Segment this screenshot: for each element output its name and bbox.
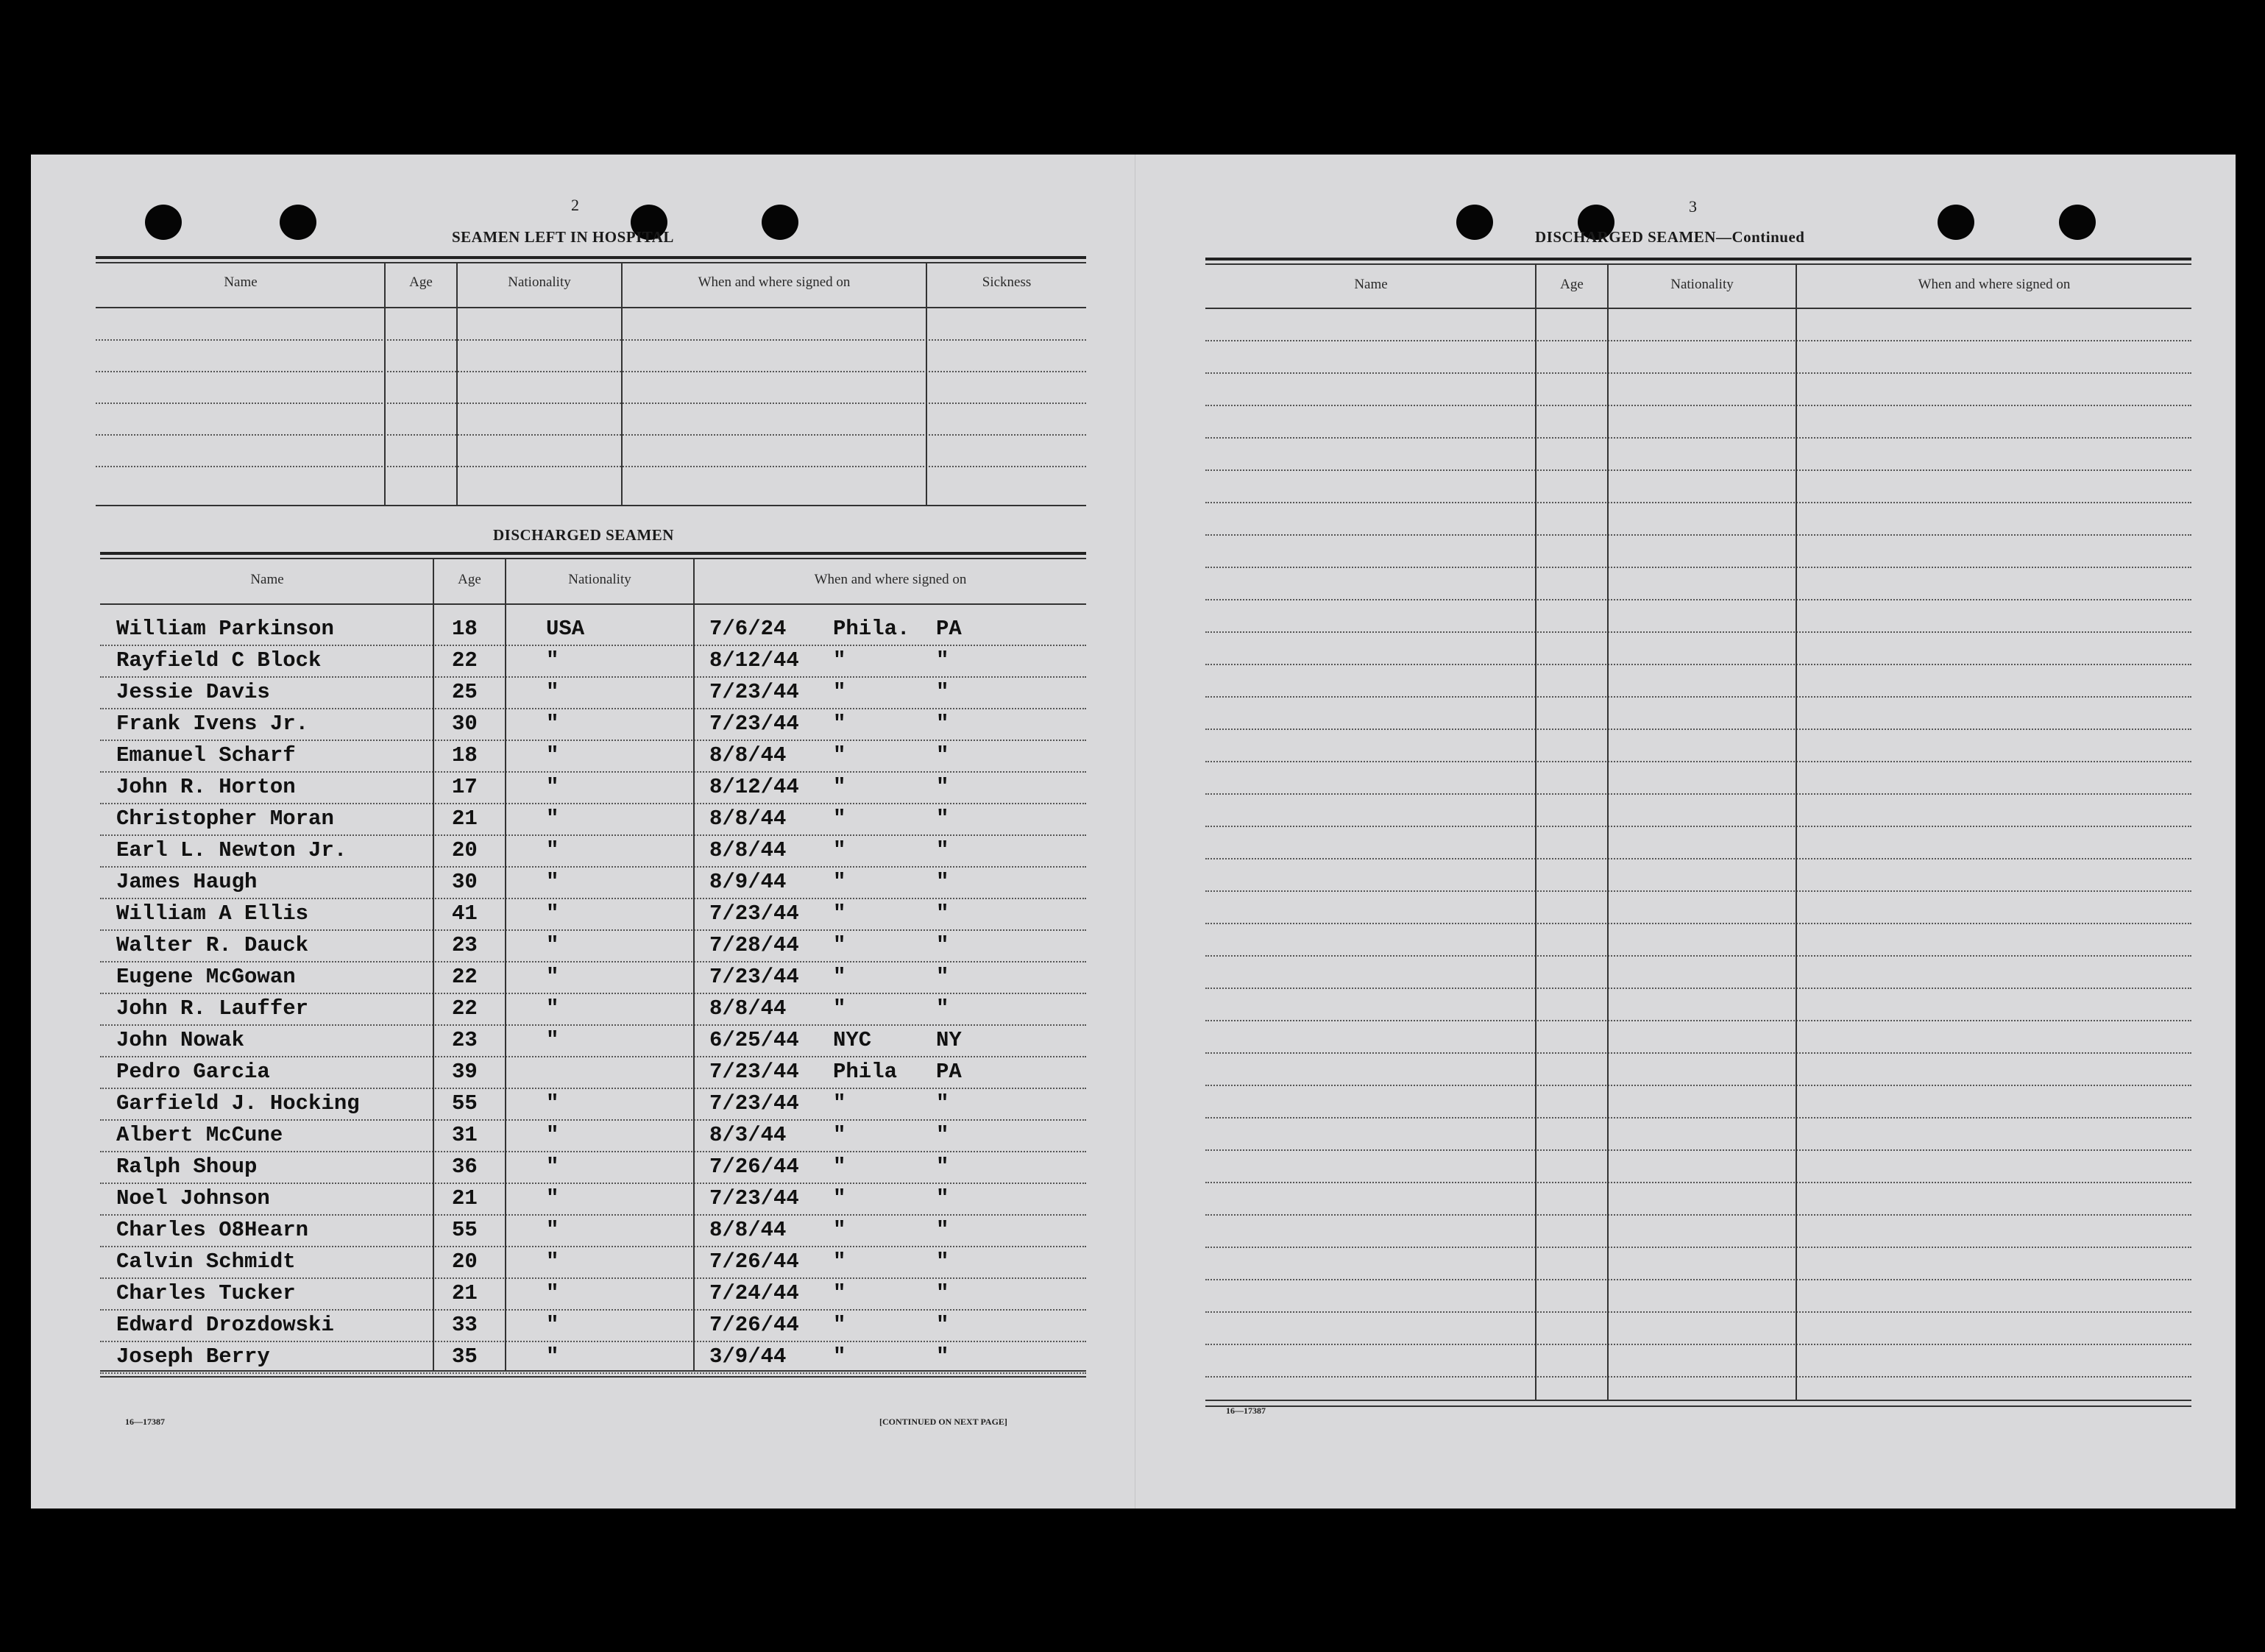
signed-on-place: " [833, 1091, 846, 1116]
table-rule [1205, 1405, 2191, 1407]
ruled-line [1205, 1214, 2191, 1216]
signed-on-state: " [936, 1344, 949, 1369]
ruled-line [100, 1341, 1086, 1342]
column-divider [456, 262, 458, 505]
ruled-line [1205, 923, 2191, 924]
table-rule [1205, 1400, 2191, 1401]
ruled-line [1205, 955, 2191, 957]
ruled-line [1205, 1344, 2191, 1345]
ruled-line [1205, 1085, 2191, 1086]
signed-on-date: 8/9/44 [709, 870, 787, 894]
signed-on-state: " [936, 1155, 949, 1179]
ruled-line [100, 993, 1086, 994]
signed-on-place: " [833, 680, 846, 704]
signed-on-place: " [833, 1249, 846, 1274]
ruled-line [100, 803, 1086, 804]
seaman-name: William Parkinson [116, 617, 334, 641]
seaman-age: 30 [452, 712, 478, 736]
ruled-line [1205, 664, 2191, 665]
seaman-age: 55 [452, 1218, 478, 1242]
seaman-name: Charles O8Hearn [116, 1218, 309, 1242]
signed-on-place: NYC [833, 1028, 872, 1052]
seaman-nationality: " [546, 965, 559, 989]
seaman-age: 22 [452, 996, 478, 1021]
ruled-line [1205, 1020, 2191, 1021]
signed-on-place: " [833, 901, 846, 926]
table-rule [100, 1370, 1086, 1372]
ruled-line [100, 1277, 1086, 1279]
ruled-line [1205, 1182, 2191, 1183]
signed-on-place: " [833, 1186, 846, 1210]
signed-on-date: 8/12/44 [709, 775, 799, 799]
seaman-nationality: " [546, 1123, 559, 1147]
punch-hole [762, 205, 798, 240]
signed-on-state: " [936, 1281, 949, 1305]
ruled-line [1205, 372, 2191, 374]
page-number-left: 2 [571, 196, 579, 214]
seaman-nationality: USA [546, 617, 585, 641]
seaman-age: 30 [452, 870, 478, 894]
column-divider [505, 558, 506, 1370]
column-header-name: Name [1354, 277, 1388, 292]
ruled-line [96, 403, 1086, 404]
seaman-nationality: " [546, 996, 559, 1021]
ruled-line [100, 1119, 1086, 1121]
seaman-nationality: " [546, 680, 559, 704]
column-divider [384, 262, 386, 505]
seaman-nationality: " [546, 870, 559, 894]
signed-on-place: " [833, 1123, 846, 1147]
discharged-section-title: DISCHARGED SEAMEN [493, 526, 674, 544]
seaman-age: 35 [452, 1344, 478, 1369]
signed-on-state: " [936, 996, 949, 1021]
signed-on-state: " [936, 775, 949, 799]
ruled-line [100, 1214, 1086, 1216]
table-rule [1205, 263, 2191, 265]
ruled-line [1205, 469, 2191, 471]
signed-on-state: " [936, 965, 949, 989]
signed-on-state: " [936, 1218, 949, 1242]
punch-hole [280, 205, 316, 240]
signed-on-place: " [833, 1313, 846, 1337]
seaman-age: 21 [452, 1186, 478, 1210]
table-rule [100, 1376, 1086, 1378]
signed-on-date: 7/23/44 [709, 680, 799, 704]
ruled-line [100, 771, 1086, 773]
signed-on-date: 7/26/44 [709, 1155, 799, 1179]
seaman-nationality: " [546, 775, 559, 799]
seaman-age: 31 [452, 1123, 478, 1147]
seaman-nationality: " [546, 838, 559, 862]
seaman-age: 22 [452, 965, 478, 989]
seaman-age: 25 [452, 680, 478, 704]
ruled-line [96, 371, 1086, 372]
seaman-name: Walter R. Dauck [116, 933, 309, 957]
seaman-name: Noel Johnson [116, 1186, 270, 1210]
ruled-line [100, 929, 1086, 931]
seaman-nationality: " [546, 806, 559, 831]
signed-on-date: 8/8/44 [709, 1218, 787, 1242]
seaman-age: 23 [452, 933, 478, 957]
seaman-age: 18 [452, 617, 478, 641]
column-divider [1607, 263, 1609, 1400]
seaman-name: Emanuel Scharf [116, 743, 296, 767]
ruled-line [100, 676, 1086, 678]
ruled-line [1205, 858, 2191, 859]
signed-on-date: 8/8/44 [709, 743, 787, 767]
ruled-line [100, 1309, 1086, 1311]
signed-on-date: 7/23/44 [709, 965, 799, 989]
form-number-right: 16—17387 [1226, 1405, 1266, 1416]
signed-on-date: 7/6/24 [709, 617, 787, 641]
ruled-line [1205, 793, 2191, 795]
seaman-age: 20 [452, 1249, 478, 1274]
seaman-age: 20 [452, 838, 478, 862]
signed-on-state: NY [936, 1028, 962, 1052]
ruled-line [100, 708, 1086, 709]
seaman-nationality: " [546, 933, 559, 957]
seaman-name: Joseph Berry [116, 1344, 270, 1369]
punch-hole [1938, 205, 1974, 240]
ruled-line [100, 1024, 1086, 1026]
signed-on-state: " [936, 712, 949, 736]
signed-on-state: " [936, 1249, 949, 1274]
signed-on-date: 8/3/44 [709, 1123, 787, 1147]
signed-on-date: 7/28/44 [709, 933, 799, 957]
right-page-title: DISCHARGED SEAMEN—Continued [1535, 228, 1805, 246]
seaman-name: Calvin Schmidt [116, 1249, 296, 1274]
signed-on-place: " [833, 1344, 846, 1369]
ruled-line [100, 1372, 1086, 1374]
seaman-name: Christopher Moran [116, 806, 334, 831]
seaman-name: John Nowak [116, 1028, 245, 1052]
column-header-signed-on: When and where signed on [1918, 277, 2071, 292]
signed-on-place: Phila [833, 1060, 898, 1084]
table-rule [100, 552, 1086, 555]
signed-on-place: " [833, 1281, 846, 1305]
signed-on-date: 7/23/44 [709, 1186, 799, 1210]
signed-on-state: " [936, 1123, 949, 1147]
table-rule [96, 262, 1086, 263]
signed-on-place: " [833, 806, 846, 831]
column-divider [1535, 263, 1536, 1400]
column-divider [621, 262, 623, 505]
table-rule [1205, 308, 2191, 309]
ruled-line [1205, 1052, 2191, 1054]
seaman-nationality: " [546, 1218, 559, 1242]
table-rule [100, 603, 1086, 605]
column-header-name: Name [250, 572, 284, 587]
signed-on-date: 7/24/44 [709, 1281, 799, 1305]
seaman-name: Garfield J. Hocking [116, 1091, 360, 1116]
ruled-line [1205, 728, 2191, 730]
hospital-section-title: SEAMEN LEFT IN HOSPITAL [452, 228, 674, 246]
signed-on-state: " [936, 680, 949, 704]
seaman-name: Jessie Davis [116, 680, 270, 704]
document-sheet [31, 155, 2236, 1509]
column-divider [926, 262, 927, 505]
signed-on-place: " [833, 743, 846, 767]
signed-on-place: Phila. [833, 617, 910, 641]
seaman-nationality: " [546, 1028, 559, 1052]
seaman-age: 18 [452, 743, 478, 767]
ruled-line [1205, 1149, 2191, 1151]
signed-on-date: 7/23/44 [709, 712, 799, 736]
punch-hole [1456, 205, 1493, 240]
ruled-line [1205, 988, 2191, 989]
signed-on-state: " [936, 1091, 949, 1116]
ruled-line [100, 1056, 1086, 1057]
column-header-age: Age [458, 572, 481, 587]
seaman-name: Pedro Garcia [116, 1060, 270, 1084]
signed-on-state: " [936, 1186, 949, 1210]
signed-on-state: " [936, 933, 949, 957]
seaman-nationality: " [546, 1249, 559, 1274]
ruled-line [1205, 599, 2191, 600]
ruled-line [100, 866, 1086, 868]
seaman-age: 36 [452, 1155, 478, 1179]
signed-on-place: " [833, 933, 846, 957]
signed-on-state: " [936, 743, 949, 767]
signed-on-place: " [833, 712, 846, 736]
punch-hole [2059, 205, 2096, 240]
signed-on-place: " [833, 838, 846, 862]
column-divider [1796, 263, 1797, 1400]
signed-on-place: " [833, 1155, 846, 1179]
continued-note: [CONTINUED ON NEXT PAGE] [879, 1417, 1007, 1427]
signed-on-date: 6/25/44 [709, 1028, 799, 1052]
column-header-signed-on: When and where signed on [814, 572, 967, 587]
ruled-line [1205, 631, 2191, 633]
signed-on-state: " [936, 1313, 949, 1337]
table-rule [1205, 258, 2191, 260]
ruled-line [100, 1088, 1086, 1089]
page-number-right: 3 [1689, 197, 1697, 216]
ruled-line [1205, 567, 2191, 568]
ruled-line [96, 466, 1086, 467]
seaman-age: 39 [452, 1060, 478, 1084]
ruled-line [100, 961, 1086, 963]
signed-on-state: " [936, 838, 949, 862]
signed-on-place: " [833, 775, 846, 799]
seaman-nationality: " [546, 1344, 559, 1369]
ruled-line [1205, 890, 2191, 892]
seaman-nationality: " [546, 712, 559, 736]
column-divider [693, 558, 695, 1370]
ruled-line [100, 645, 1086, 646]
seaman-name: William A Ellis [116, 901, 309, 926]
ruled-line [100, 1183, 1086, 1184]
seaman-name: Earl L. Newton Jr. [116, 838, 347, 862]
signed-on-date: 7/23/44 [709, 1060, 799, 1084]
seaman-nationality: " [546, 1155, 559, 1179]
signed-on-place: " [833, 996, 846, 1021]
seaman-name: James Haugh [116, 870, 258, 894]
signed-on-state: PA [936, 617, 962, 641]
table-rule [96, 505, 1086, 506]
column-header-age: Age [1560, 277, 1584, 292]
signed-on-date: 7/26/44 [709, 1249, 799, 1274]
signed-on-state: " [936, 901, 949, 926]
column-divider [433, 558, 434, 1370]
ruled-line [1205, 1247, 2191, 1248]
ruled-line [100, 898, 1086, 899]
signed-on-place: " [833, 965, 846, 989]
signed-on-date: 7/26/44 [709, 1313, 799, 1337]
ruled-line [1205, 340, 2191, 341]
ruled-line [1205, 761, 2191, 762]
ruled-line [1205, 1279, 2191, 1280]
seaman-name: Edward Drozdowski [116, 1313, 334, 1337]
seaman-age: 33 [452, 1313, 478, 1337]
seaman-name: John R. Lauffer [116, 996, 309, 1021]
seaman-nationality: " [546, 901, 559, 926]
column-header-signed-on: When and where signed on [698, 274, 851, 290]
column-header-sickness: Sickness [982, 274, 1032, 290]
ruled-line [1205, 502, 2191, 503]
ruled-line [1205, 696, 2191, 698]
ruled-line [96, 339, 1086, 341]
seaman-name: Ralph Shoup [116, 1155, 258, 1179]
ruled-line [1205, 405, 2191, 406]
seaman-name: Frank Ivens Jr. [116, 712, 309, 736]
signed-on-place: " [833, 648, 846, 673]
seaman-nationality: " [546, 648, 559, 673]
seaman-name: Eugene McGowan [116, 965, 296, 989]
seaman-age: 21 [452, 806, 478, 831]
signed-on-place: " [833, 1218, 846, 1242]
ruled-line [1205, 1117, 2191, 1119]
ruled-line [96, 434, 1086, 436]
signed-on-date: 8/8/44 [709, 996, 787, 1021]
signed-on-date: 8/8/44 [709, 806, 787, 831]
seaman-age: 23 [452, 1028, 478, 1052]
seaman-nationality: " [546, 1186, 559, 1210]
table-rule [100, 558, 1086, 559]
seaman-name: John R. Horton [116, 775, 296, 799]
seaman-age: 22 [452, 648, 478, 673]
signed-on-state: " [936, 648, 949, 673]
seaman-nationality: " [546, 743, 559, 767]
column-header-nationality: Nationality [1670, 277, 1734, 292]
seaman-age: 55 [452, 1091, 478, 1116]
seaman-nationality: " [546, 1091, 559, 1116]
table-rule [96, 256, 1086, 259]
signed-on-place: " [833, 870, 846, 894]
ruled-line [1205, 1311, 2191, 1313]
signed-on-date: 7/23/44 [709, 1091, 799, 1116]
seaman-name: Rayfield C Block [116, 648, 322, 673]
ruled-line [100, 834, 1086, 836]
signed-on-state: PA [936, 1060, 962, 1084]
form-number-left: 16—17387 [125, 1417, 165, 1427]
seaman-nationality: " [546, 1313, 559, 1337]
seaman-name: Charles Tucker [116, 1281, 296, 1305]
ruled-line [1205, 534, 2191, 536]
ruled-line [1205, 826, 2191, 827]
seaman-age: 17 [452, 775, 478, 799]
ruled-line [100, 740, 1086, 741]
seaman-age: 21 [452, 1281, 478, 1305]
ruled-line [100, 1246, 1086, 1247]
signed-on-date: 8/12/44 [709, 648, 799, 673]
ruled-line [1205, 437, 2191, 439]
column-header-nationality: Nationality [508, 274, 571, 290]
seaman-name: Albert McCune [116, 1123, 283, 1147]
column-header-age: Age [409, 274, 433, 290]
column-header-nationality: Nationality [568, 572, 631, 587]
signed-on-date: 8/8/44 [709, 838, 787, 862]
column-header-name: Name [224, 274, 258, 290]
ruled-line [100, 1151, 1086, 1152]
seaman-nationality: " [546, 1281, 559, 1305]
ruled-line [1205, 1376, 2191, 1378]
signed-on-state: " [936, 806, 949, 831]
table-rule [96, 307, 1086, 308]
signed-on-date: 7/23/44 [709, 901, 799, 926]
punch-hole [145, 205, 182, 240]
seaman-age: 41 [452, 901, 478, 926]
signed-on-date: 3/9/44 [709, 1344, 787, 1369]
signed-on-state: " [936, 870, 949, 894]
